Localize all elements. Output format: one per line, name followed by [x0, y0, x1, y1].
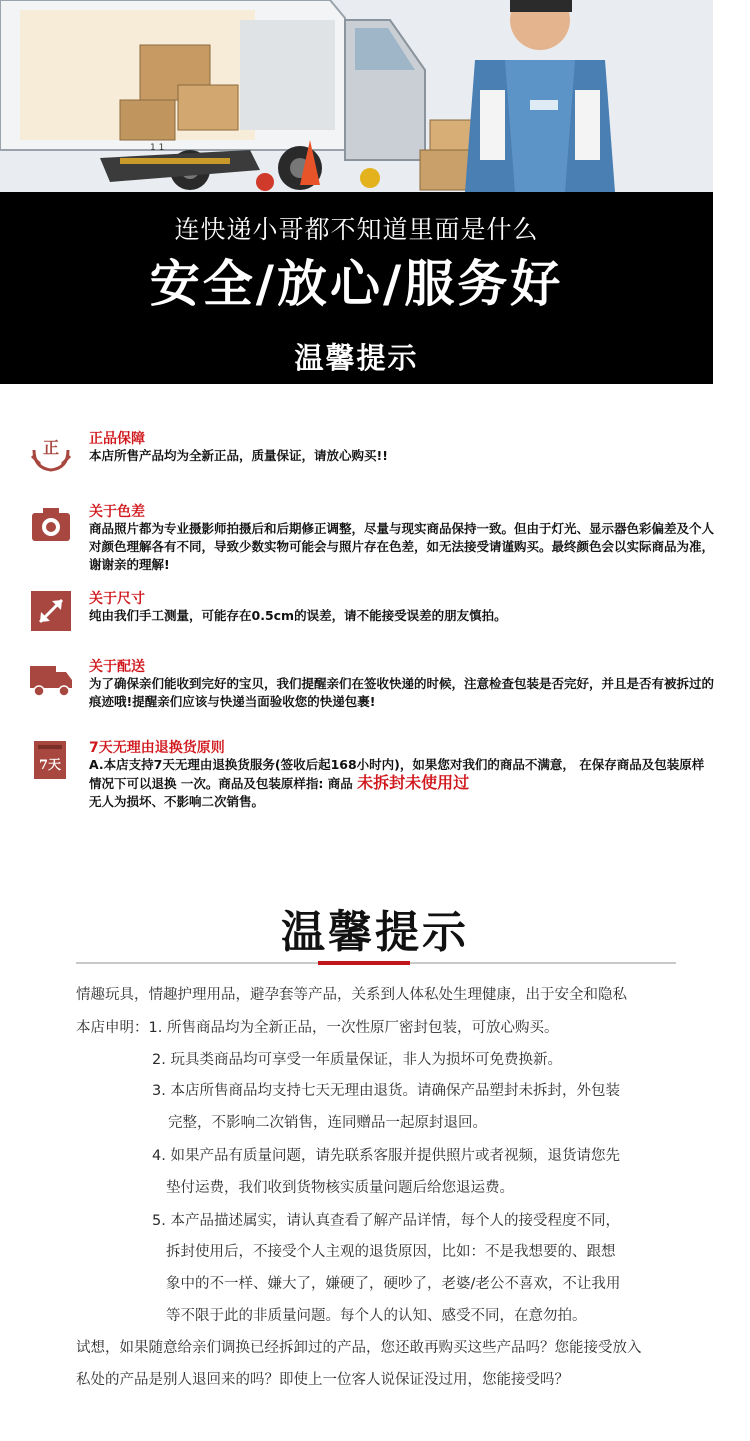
svg-text:正: 正: [42, 438, 60, 457]
notice-title: 关于色差: [89, 504, 145, 520]
banner-subtitle: 连快递小哥都不知道里面是什么: [174, 215, 539, 244]
banner-tip-title: 温馨提示: [294, 341, 419, 375]
delivery-truck-icon: [28, 656, 74, 702]
seven-day-calendar-icon: [28, 737, 74, 783]
tip-line: 本店申明：1. 所售商品均为全新正品，一次性原厂密封包装，可放心购买。: [76, 1020, 559, 1036]
hero-delivery-photo: [0, 0, 713, 192]
resize-arrow-icon: [28, 588, 74, 634]
notice-title: 正品保障: [89, 431, 145, 447]
notice-body: 为了确保亲们能收到完好的宝贝，我们提醒亲们在签收快递的时候，注意检查包装是否完好，并且是否有被拆过的痕迹哦!提醒亲们应该与快递当面验收您的快递包裹!: [89, 676, 715, 709]
notice-size: [28, 588, 708, 633]
delivery-scene-illustration: [0, 0, 713, 192]
notice-body-text-end: 无人为损坏、不影响二次销售。: [89, 794, 265, 809]
notice-body: 本店所售产品均为全新正品，质量保证，请放心购买!!: [89, 448, 388, 463]
banner-headline: 安全/放心/服务好: [149, 255, 564, 313]
genuine-hands-icon: [28, 428, 74, 474]
notice-body: 商品照片都为专业摄影师拍摄后和后期修正调整，尽量与现实商品保持一致。但由于灯光、显示器色彩偏差及个人对颜色理解各有不同，导致少数实物可能会与照片存在色差，如无法接受请谨购买。最终颜色会以实际商品为准，谢谢亲的理解!: [89, 521, 715, 572]
crate-label: 1 1: [150, 143, 165, 153]
tip-line: 完整，不影响二次销售，连同赠品一起原封退回。: [168, 1115, 487, 1131]
notice-body: [89, 756, 714, 811]
tips-heading: 温馨提示: [281, 907, 469, 958]
tip-line: 5. 本产品描述属实，请认真查看了解产品详情，每个人的接受程度不同，: [152, 1213, 620, 1229]
tip-line: 垫付运费，我们收到货物核实质量问题后给您退运费。: [166, 1180, 514, 1196]
tip-line: 等不限于此的非质量问题。每个人的认知、感受不同，在意勿拍。: [166, 1308, 587, 1324]
notice-genuine: [28, 428, 708, 488]
tip-line: 私处的产品是别人退回来的吗？即使上一位客人说保证没过用，您能接受吗？: [76, 1372, 569, 1388]
notice-body: 纯由我们手工测量，可能存在0.5cm的误差，请不能接受误差的朋友慎拍。: [89, 608, 507, 623]
notice-title: 7天无理由退换货原则: [89, 740, 225, 756]
camera-icon: [28, 501, 74, 547]
notice-seven-day-return: [28, 737, 708, 817]
notice-delivery: [28, 656, 715, 716]
notice-color-difference: [28, 501, 715, 581]
tip-line: 拆封使用后，不接受个人主观的退货原因，比如：不是我想要的、跟想: [166, 1244, 616, 1260]
tip-line: 象中的不一样、嫌大了，嫌硬了，硬吵了，老婆/老公不喜欢，不让我用: [166, 1276, 621, 1292]
tip-line: 情趣玩具，情趣护理用品，避孕套等产品，关系到人体私处生理健康，出于安全和隐私: [76, 987, 627, 1003]
black-banner: [0, 192, 713, 384]
tip-line: 2. 玩具类商品均可享受一年质量保证，非人为损坏可免费换新。: [152, 1052, 562, 1068]
svg-text:7天: 7天: [38, 758, 62, 773]
tip-line: 3. 本店所售商品均支持七天无理由退货。请确保产品塑封未拆封，外包装: [152, 1083, 620, 1099]
divider-accent: [318, 961, 410, 965]
tip-line: 试想，如果随意给亲们调换已经拆卸过的产品，您还敢再购买这些产品吗？您能接受放入: [76, 1340, 642, 1356]
tip-line: 4. 如果产品有质量问题，请先联系客服并提供照片或者视频，退货请您先: [152, 1148, 620, 1164]
notice-title: 关于配送: [89, 659, 145, 675]
notice-title: 关于尺寸: [89, 591, 145, 607]
notice-body-text: A.本店支持7天无理由退换货服务(签收后起168小时内)，如果您对我们的商品不满意， 在保存商品及包装原样情况下可以退换 一次。商品及包装原样指: 商品: [89, 757, 705, 791]
unopened-unused-highlight: 未拆封未使用过: [357, 773, 470, 792]
